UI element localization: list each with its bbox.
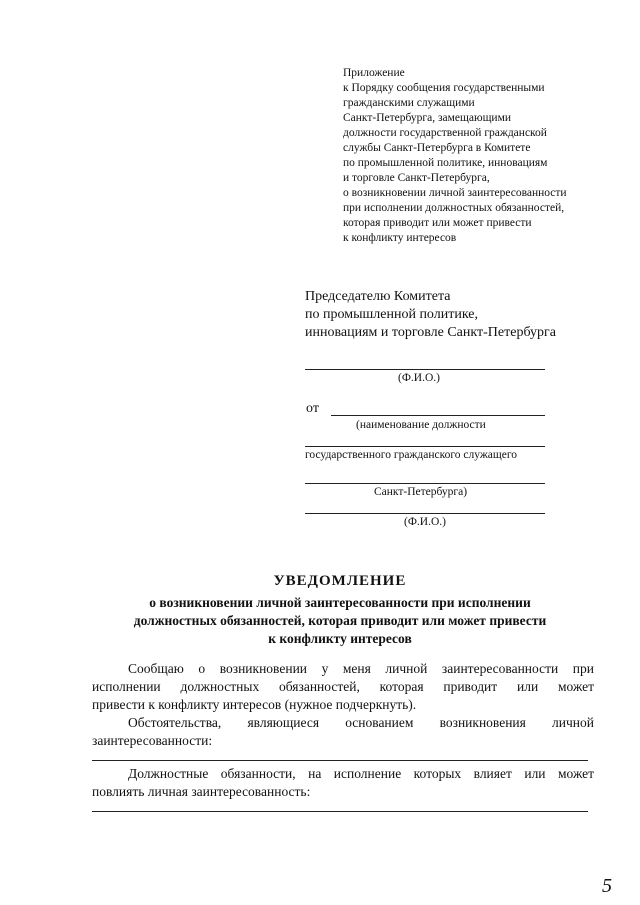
fio-caption-1: (Ф.И.О.) bbox=[398, 372, 440, 384]
notice-title-block bbox=[80, 573, 600, 648]
circumstances-blank-line[interactable] bbox=[92, 760, 588, 761]
position-blank-line[interactable] bbox=[331, 415, 545, 416]
position-caption: (наименование должности bbox=[356, 419, 486, 431]
spb-blank-line[interactable] bbox=[305, 483, 545, 484]
appendix-line: службы Санкт-Петербурга в Комитете bbox=[343, 142, 531, 154]
body-line: Сообщаю о возникновении у меня личной заинтересованности при bbox=[128, 661, 594, 676]
body-line: заинтересованности: bbox=[92, 733, 213, 748]
addressee-block bbox=[305, 288, 556, 342]
appendix-line: по промышленной политике, инновациям bbox=[343, 157, 548, 169]
appendix-line: Приложение bbox=[343, 67, 405, 79]
appendix-line: и торговле Санкт-Петербурга, bbox=[343, 172, 490, 184]
from-label: от bbox=[306, 401, 319, 416]
body-line: Обстоятельства, являющиеся основанием возникновения личной bbox=[128, 715, 594, 730]
notice-subtitle-line: к конфликту интересов bbox=[268, 631, 412, 646]
appendix-line: о возникновении личной заинтересованности bbox=[343, 187, 567, 199]
civil-servant-caption: государственного гражданского служащего bbox=[305, 449, 518, 461]
addressee-line: Председателю Комитета bbox=[305, 289, 451, 304]
appendix-line: к Порядку сообщения государственными bbox=[343, 82, 545, 94]
body-line: привести к конфликту интересов (нужное подчеркнуть). bbox=[92, 697, 417, 712]
notice-title: УВЕДОМЛЕНИЕ bbox=[273, 573, 407, 589]
civil-servant-blank-line[interactable] bbox=[305, 446, 545, 447]
addressee-line: по промышленной политике, bbox=[305, 307, 479, 322]
spb-caption: Санкт-Петербурга) bbox=[374, 486, 468, 498]
notice-subtitle-line: о возникновении личной заинтересованности при исполнении bbox=[149, 595, 531, 610]
appendix-line: должности государственной гражданской bbox=[343, 127, 547, 139]
body-line: исполнении должностных обязанностей, которая приводит или может bbox=[92, 679, 594, 694]
fio-blank-line-1[interactable] bbox=[305, 369, 545, 370]
body-line: Должностные обязанности, на исполнение которых влияет или может bbox=[128, 766, 594, 781]
appendix-line: к конфликту интересов bbox=[343, 232, 457, 244]
fio-blank-line-2[interactable] bbox=[305, 513, 545, 514]
appendix-line: гражданскими служащими bbox=[343, 97, 475, 109]
appendix-line: которая приводит или может привести bbox=[343, 217, 532, 229]
appendix-line: при исполнении должностных обязанностей, bbox=[343, 202, 565, 214]
body-line: повлиять личная заинтересованность: bbox=[92, 784, 311, 799]
page-number: 5 bbox=[602, 875, 612, 897]
appendix-line: Санкт-Петербурга, замещающими bbox=[343, 112, 512, 124]
appendix-note bbox=[343, 66, 567, 246]
fio-caption-2: (Ф.И.О.) bbox=[404, 516, 446, 528]
duties-blank-line[interactable] bbox=[92, 811, 588, 812]
notice-subtitle-line: должностных обязанностей, которая приводит или может привести bbox=[133, 613, 547, 628]
addressee-line: инновациям и торговле Санкт-Петербурга bbox=[305, 325, 556, 340]
